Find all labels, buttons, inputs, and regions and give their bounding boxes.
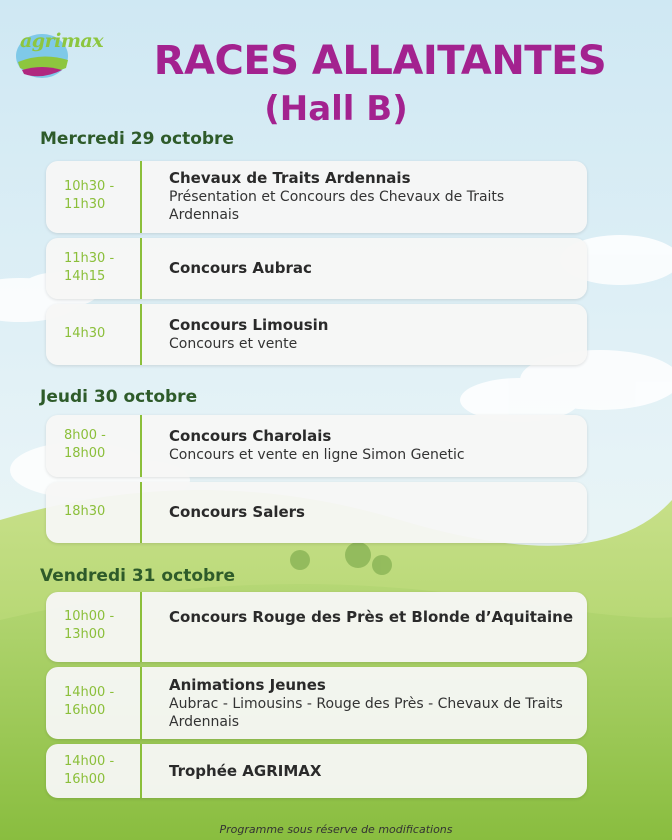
event-name: Concours Aubrac [169, 259, 312, 277]
event-time: 10h30 - 11h30 [64, 179, 115, 212]
day-heading: Mercredi 29 octobre [40, 129, 234, 149]
event-time: 8h00 - 18h00 [64, 428, 106, 461]
event-name: Chevaux de Traits Ardennais [169, 169, 411, 187]
day-heading: Jeudi 30 octobre [40, 387, 198, 407]
footer-note: Programme sous réserve de modifications [219, 823, 453, 836]
event-name: Concours Salers [169, 503, 305, 521]
event-card [46, 482, 587, 543]
event-name: Concours Rouge des Près et Blonde d’Aquitaine [169, 608, 574, 626]
event-time: 11h30 - 14h15 [64, 251, 115, 284]
logo-text [20, 30, 103, 52]
event-card [46, 592, 587, 662]
event-divider [140, 667, 142, 739]
event-time: 18h30 [64, 504, 106, 519]
event-time: 10h00 - 13h00 [64, 609, 115, 642]
event-divider [140, 482, 142, 543]
event-card [46, 161, 587, 233]
logo-text-b: max [60, 30, 104, 52]
event-divider [140, 238, 142, 299]
event-divider [140, 161, 142, 233]
logo-text-a: agri [20, 30, 61, 52]
event-card [46, 415, 587, 477]
event-time: 14h30 [64, 326, 106, 341]
event-name: Trophée AGRIMAX [169, 762, 322, 780]
page-title: RACES ALLAITANTES [153, 38, 607, 84]
event-name: Concours Limousin [169, 316, 329, 334]
event-card [46, 238, 587, 299]
event-description: Présentation et Concours des Chevaux de Traits Ardennais [169, 189, 505, 223]
event-time: 14h00 - 16h00 [64, 754, 115, 787]
event-card [46, 667, 587, 739]
event-divider [140, 304, 142, 365]
event-card [46, 304, 587, 365]
event-time: 14h00 - 16h00 [64, 685, 115, 718]
event-divider [140, 592, 142, 662]
event-name: Animations Jeunes [169, 676, 326, 694]
event-divider [140, 744, 142, 798]
event-description: Concours et vente [169, 336, 298, 352]
page-subtitle: (Hall B) [264, 89, 408, 129]
event-name: Concours Charolais [169, 427, 332, 445]
day-heading: Vendredi 31 octobre [40, 566, 236, 586]
event-description: Concours et vente en ligne Simon Genetic [169, 447, 465, 463]
event-divider [140, 415, 142, 477]
event-card [46, 744, 587, 798]
event-description: Aubrac - Limousins - Rouge des Près - Chevaux de Traits Ardennais [169, 696, 563, 730]
